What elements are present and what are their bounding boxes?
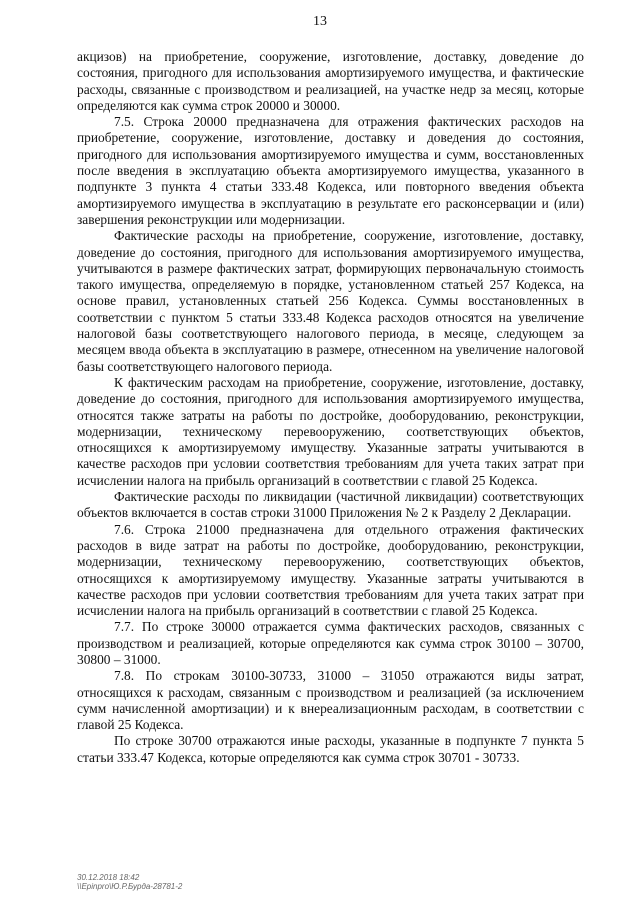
paragraph-7-5: 7.5. Строка 20000 предназначена для отражения фактических расходов на приобретение, сооружение, изготовление, доставку и доведения до состояния, пригодного для использования амортизируемого имущества и сумм, восстановленных после введения в эксплуатацию объекта амортизируемого имущества, указанного в подпункте 3 пункта 4 статьи 333.48 Кодекса, или повторного введения объекта амортизируемого имущества в эксплуатацию в результате его расконсервации и (или) завершения реконструкции или модернизации.: [77, 114, 584, 227]
paragraph-7-6: 7.6. Строка 21000 предназначена для отдельного отражения фактических расходов в виде затрат на работы по достройке, дооборудованию, реконструкции, модернизации, техническому перевооружению, соответствующих объектов, относящихся к амортизируемому имуществу. Указанные затраты учитываются в качестве расходов при условии соответствия требованиям для учета таких затрат при исчислении налога на прибыль организаций в соответствии с главой 25 Кодекса.: [77, 521, 584, 619]
paragraph-7-8: 7.8. По строкам 30100-30733, 31000 – 31050 отражаются виды затрат, относящихся к расходам, связанным с производством и реализацией (за исключением сумм начисленной амортизации) и к внереализационным расходам, в соответствии с главой 25 Кодекса.: [77, 668, 584, 733]
footer-date: 30.12.2018 18:42: [77, 873, 140, 882]
paragraph-actual-expenses: Фактические расходы на приобретение, сооружение, изготовление, доставку, доведение до состояния, пригодного для использования амортизируемого имущества, учитываются в размере фактических затрат, формирующих первоначальную стоимость такого имущества, определяемую в порядке, установленном статьей 257 Кодекса, на основе правил, установленных статьей 256 Кодекса. Суммы восстановленных в соответствии с пунктом 5 статьи 333.48 Кодекса расходов относятся на увеличение налоговой базы соответствующего налогового периода, в месяце, следующем за месяцем ввода объекта в эксплуатацию в размере, отнесенном на увеличение налоговой базы соответствующего налогового периода.: [77, 228, 584, 374]
paragraph-7-7: 7.7. По строке 30000 отражается сумма фактических расходов, связанных с производством и реализацией, которые определяются как сумма строк 30100 – 30700, 30800 – 31000.: [77, 619, 584, 667]
paragraph-liquidation: Фактические расходы по ликвидации (частичной ликвидации) соответствующих объектов включается в состав строки 31000 Приложения № 2 к Разделу 2 Декларации.: [77, 489, 584, 521]
paragraph-line-30700: По строке 30700 отражаются иные расходы, указанные в подпункте 7 пункта 5 статьи 333.47 Кодекса, которые определяются как сумма строк 30701 - 30733.: [77, 733, 584, 765]
paragraph-additional-costs: К фактическим расходам на приобретение, сооружение, изготовление, доставку, доведение до состояния, пригодного для использования амортизируемого имущества, относятся также затраты на работы по достройке, дооборудованию, реконструкции, модернизации, техническому перевооружению, соответствующих объектов, относящихся к амортизируемому имуществу. Указанные затраты учитываются в качестве расходов при условии соответствия требованиям для учета таких затрат при исчислении налога на прибыль организаций в соответствии с главой 25 Кодекса.: [77, 374, 584, 488]
page-number: 13: [313, 14, 327, 29]
document-body: [77, 49, 584, 766]
document-footer: [77, 873, 182, 891]
footer-file-path: \\Epinpro\Ю.Р.Бурда-28781-2: [77, 882, 183, 891]
paragraph-continuation: акцизов) на приобретение, сооружение, изготовление, доставку, доведение до состояния, пригодного для использования амортизируемого имущества, и фактические расходы, связанные с производством и реализацией, на участке недр за месяц, которые определяются как сумма строк 20000 и 30000.: [77, 49, 584, 113]
